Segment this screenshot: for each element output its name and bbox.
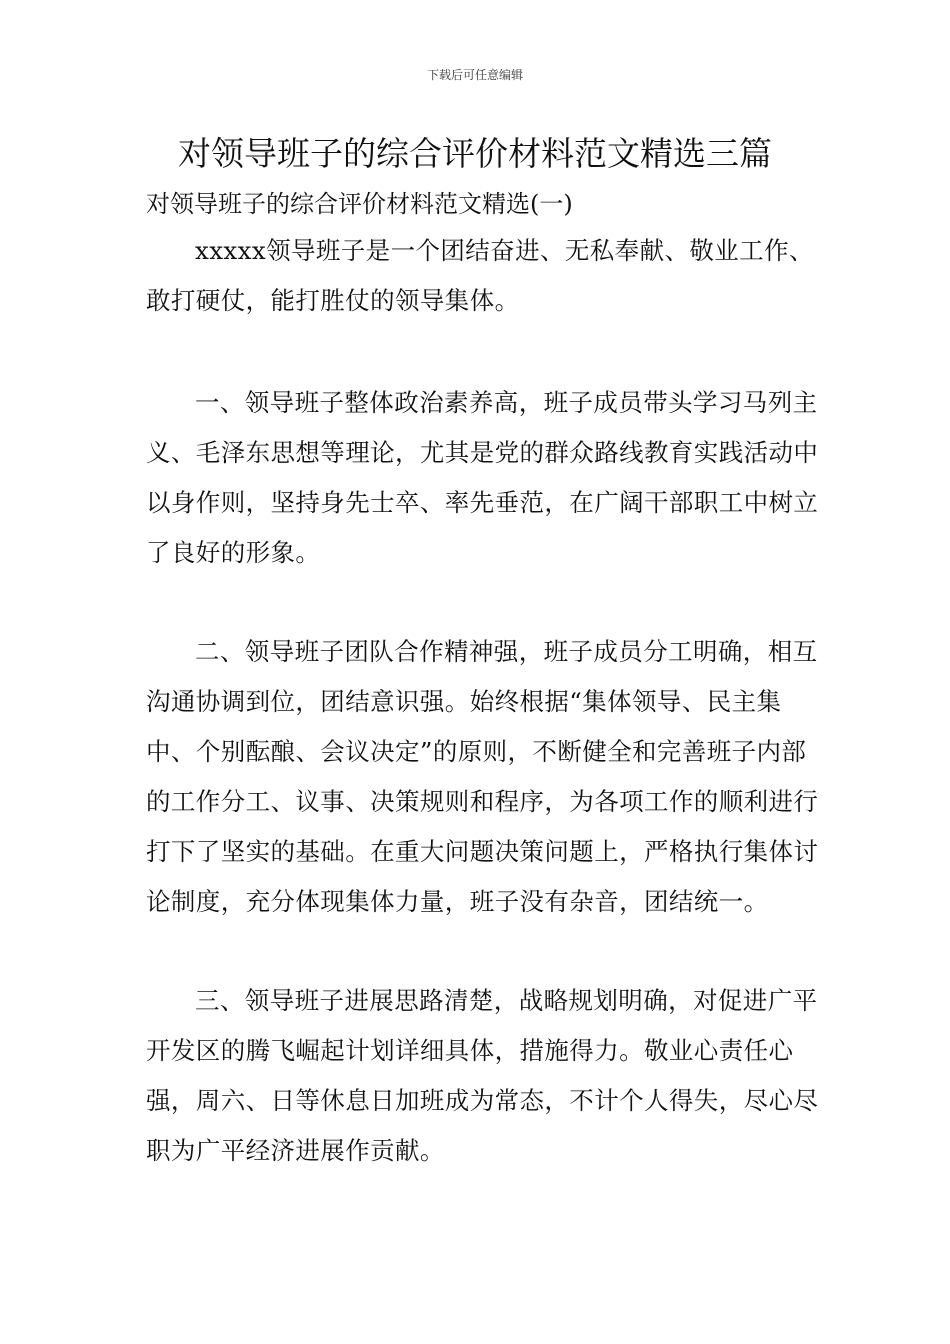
header-note: 下载后可任意编辑 [426,68,523,82]
paragraph-intro: xxxxx领导班子是一个团结奋进、无私奉献、敬业工作、敢打硬仗，能打胜仗的领导集体。 [146,236,814,315]
document-body [146,226,826,1176]
document-title: 对领导班子的综合评价材料范文精选三篇 [178,134,772,173]
section-subtitle: 对领导班子的综合评价材料范文精选(一) [146,190,573,218]
paragraph-point-one: 一、领导班子整体政治素养高，班子成员带头学习马列主义、毛泽东思想等理论，尤其是党的群众路线教育实践活动中以身作则，坚持身先士卒、率先垂范，在广阔干部职工中树立了良好的形象。 [146,388,819,567]
paragraph-point-two: 二、领导班子团队合作精神强，班子成员分工明确，相互沟通协调到位，团结意识强。始终根据“集体领导、民主集中、个别酝酿、会议决定”的原则，不断健全和完善班子内部的工作分工、议事、决策规则和程序，为各项工作的顺利进行打下了坚实的基础。在重大问题决策问题上，严格执行集体讨论制度，充分体现集体力量，班子没有杂音，团结统一。 [146,637,819,916]
paragraph-point-three: 三、领导班子进展思路清楚，战略规划明确，对促进广平开发区的腾飞崛起计划详细具体，措施得力。敬业心责任心强，周六、日等休息日加班成为常态，不计个人得失，尽心尽职为广平经济进展作贡献。 [146,986,819,1165]
